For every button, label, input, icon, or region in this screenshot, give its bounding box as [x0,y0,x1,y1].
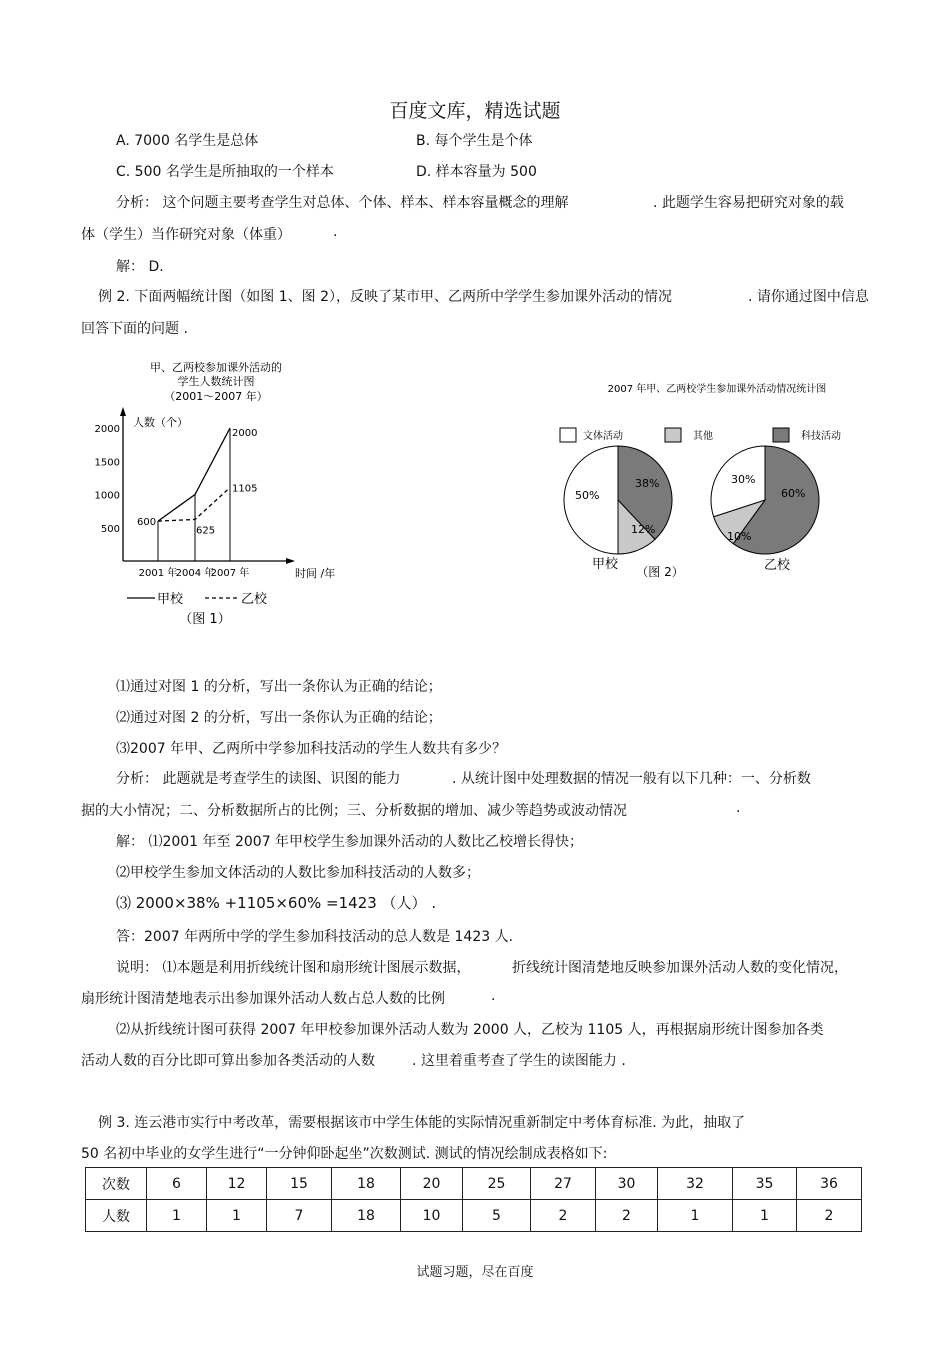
data-label: 1105 [232,483,258,495]
table-row [86,1200,862,1232]
fig2-school-b: 乙校 [763,558,791,573]
table-cell: 36 [797,1168,862,1200]
y-tick-label: 2000 [94,424,120,435]
table-cell: 27 [531,1168,596,1200]
question-3: ⑶2007 年甲、乙两所中学参加科技活动的学生人数共有多少？ [116,741,507,757]
table-row-label: 次数 [86,1168,147,1200]
fig1-xlabel: 时间 /年 [295,567,336,580]
answer-2: 答：2007 年两所中学的学生参加科技活动的总人数是 1423 人. [116,929,514,945]
answer1: 解： D. [116,259,164,275]
fig1-ylabel: 人数（个） [133,416,188,429]
table-cell: 15 [267,1168,332,1200]
option-c: C. 500 名学生是所抽取的一个样本 [116,164,334,180]
analysis1-line1: 分析： 这个问题主要考查学生对总体、个体、样本、样本容量概念的理解 [116,195,569,211]
page-footer: 试题习题，尽在百度 [416,1265,534,1280]
x-tick-label: 2004 年 [175,568,215,579]
table-cell: 18 [332,1200,401,1232]
note-line4: 活动人数的百分比即可算出参加各类活动的人数 [81,1053,375,1069]
example2-line1-end: . 请你通过图中信息 [748,289,869,305]
page-header: 百度文库，精选试题 [389,100,561,122]
fig2-title: 2007 年甲、乙两校学生参加课外活动情况统计图 [607,384,827,395]
legend-label: 文体活动 [583,431,623,442]
fig1-title-line3: （2001～2007 年） [164,390,268,403]
series-line-yi [158,488,230,522]
option-d: D. 样本容量为 500 [416,164,537,180]
solution-1: 解： ⑴2001 年至 2007 年甲校学生参加课外活动的人数比乙校增长得快； [116,834,584,850]
fig1-y-ticks [95,424,120,535]
pie-percent-label: 10% [727,530,752,543]
table-cell: 2 [596,1200,658,1232]
fig2-school-a: 甲校 [591,557,619,572]
table-cell: 12 [207,1168,267,1200]
table-row-label: 人数 [86,1200,147,1232]
question-1: ⑴通过对图 1 的分析，写出一条你认为正确的结论； [116,679,442,695]
fig1-legend-b: 乙校 [241,592,268,607]
line-chart-figure1 [85,355,360,635]
question-2: ⑵通过对图 2 的分析，写出一条你认为正确的结论； [116,710,442,726]
fig1-x-arrow [286,558,295,564]
table-cell: 1 [147,1200,207,1232]
series-line-jia [158,428,230,521]
fig2-legend [560,428,841,442]
table-cell: 30 [596,1168,658,1200]
note-line2: 扇形统计图清楚地表示出参加课外活动人数占总人数的比例 [81,991,445,1007]
table-cell: 1 [658,1200,733,1232]
legend-label: 科技活动 [801,431,841,442]
fig1-series [158,428,230,521]
fig1-x-ticks [139,566,250,579]
table-cell: 7 [267,1200,332,1232]
fig1-caption: （图 1） [179,612,231,627]
y-tick-label: 1500 [94,457,120,469]
data-label: 625 [196,525,216,537]
x-tick-label: 2007 年 [210,568,250,579]
table-cell: 2 [797,1200,862,1232]
fig1-y-arrow [120,407,126,416]
analysis2-line2-dot: . [736,800,741,816]
x-tick-label: 2001 年 [138,568,178,579]
situp-table [85,1167,862,1232]
option-a: A. 7000 名学生是总体 [116,133,259,149]
table-cell: 25 [463,1168,531,1200]
table-cell: 2 [531,1200,596,1232]
table-cell: 6 [147,1168,207,1200]
analysis2-line1-end: . 从统计图中处理数据的情况一般有以下几种：一、分析数 [452,771,811,787]
note-line3: ⑵从折线统计图可获得 2007 年甲校参加课外活动人数为 2000 人，乙校为 1105 人，再根据扇形统计图参加各类 [116,1022,824,1038]
legend-swatch [560,428,576,442]
table-cell: 18 [332,1168,401,1200]
table-cell: 20 [401,1168,463,1200]
fig1-value-labels [137,428,257,536]
analysis2-line1: 分析： 此题就是考查学生的读图、识图的能力 [116,771,401,787]
note-line1-end: 折线统计图清楚地反映参加课外活动人数的变化情况， [512,960,848,976]
table-cell: 10 [401,1200,463,1232]
pie-percent-label: 12% [631,523,656,536]
fig2-pies [564,446,819,554]
analysis2-line2: 据的大小情况；二、分析数据所占的比例；三、分析数据的增加、减少等趋势或波动情况 [81,803,627,819]
fig2-caption: （图 2） [636,565,684,579]
table-row [86,1168,862,1200]
analysis1-line2-dot: . [333,224,338,240]
table-cell: 1 [207,1200,267,1232]
legend-label: 其他 [693,431,713,442]
pie-percent-label: 30% [731,473,756,486]
legend-swatch [665,428,681,442]
table-cell: 1 [733,1200,797,1232]
example2-line1: 例 2. 下面两幅统计图（如图 1、图 2），反映了某市甲、乙两所中学学生参加课外活动的情况 [98,289,672,305]
fig1-title-line1: 甲、乙两校参加课外活动的 [150,361,282,374]
fig1-legend-a: 甲校 [157,592,184,607]
note-line4-end: . 这里着重考查了学生的读图能力 . [412,1053,626,1069]
table-cell: 5 [463,1200,531,1232]
analysis1-line1-end: . 此题学生容易把研究对象的载 [653,195,844,211]
legend-swatch [773,428,789,442]
solution-2: ⑵甲校学生参加文体活动的人数比参加科技活动的人数多； [116,865,480,881]
example3-line2: 50 名初中毕业的女学生进行“一分钟仰卧起坐”次数测试. 测试的情况绘制成表格如下: [81,1146,608,1162]
table-cell: 32 [658,1168,733,1200]
solution-3: ⑶ 2000×38% +1105×60% =1423 （人） . [116,894,437,912]
note-line2-dot: . [491,988,496,1004]
example2-line2: 回答下面的问题 . [81,321,188,337]
option-b: B. 每个学生是个体 [416,133,533,149]
data-label: 2000 [232,428,258,439]
pie-percent-label: 38% [635,477,660,490]
table-cell: 35 [733,1168,797,1200]
y-tick-label: 1000 [94,490,120,502]
pie-chart-figure2 [555,375,880,585]
pie-percent-label: 50% [575,489,600,502]
example3-line1: 例 3. 连云港市实行中考改革，需要根据该市中学生体能的实际情况重新制定中考体育标准. 为此，抽取了 [98,1115,746,1131]
note-line1: 说明： ⑴本题是利用折线统计图和扇形统计图展示数据， [116,960,471,976]
y-tick-label: 500 [100,523,120,535]
analysis1-line2: 体（学生）当作研究对象（体重） [81,227,291,243]
fig1-title-line2: 学生人数统计图 [177,375,255,388]
pie-percent-label: 60% [781,487,806,500]
data-label: 600 [137,517,157,529]
